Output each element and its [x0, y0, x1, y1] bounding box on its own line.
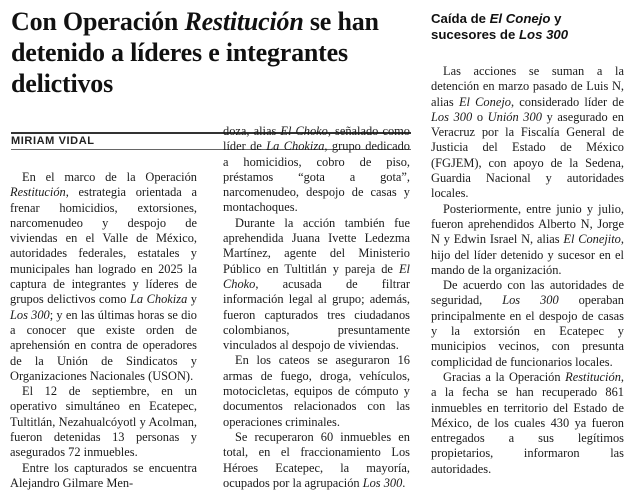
italic-run: El Conejo: [489, 11, 551, 26]
text-run: , señalado como líder de: [223, 124, 411, 154]
text-run: , acusada de filtrar información legal al grupo; además, fueron capturados tres ciudadanos colombianos, presuntamente vinculados al despojo de viviendas.: [223, 276, 410, 353]
paragraph: [223, 124, 410, 216]
paragraph: Entre los capturados se encuentra Alejandro Gilmare Men-: [10, 460, 197, 490]
text-run: , estrategia orientada a frenar homicidios, extorsiones, narcomenudeo y despojo de viviendas en el Valle de México, autoridades federales, estatales y municipales han logrado en 2025 la captura de integrantes y líderes de grupos delictivos como: [10, 185, 197, 307]
paragraph: [431, 64, 624, 202]
article-column-2: [223, 124, 410, 491]
text-run: Las acciones se suman a la detención en marzo pasado de Luis N, alias: [431, 64, 624, 109]
italic-run: Restitución: [565, 369, 621, 384]
italic-run: Los 300: [518, 27, 569, 42]
paragraph: [10, 170, 197, 384]
headline-text-2: se han detenido a líderes e integrantes delictivos: [11, 7, 379, 98]
italic-run: Los 300: [502, 293, 559, 308]
text-run: , grupo dedicado a homicidios, cobro de piso, préstamos “gota a gota”, narcomenudeo, despojo de casas y montachoques.: [223, 139, 410, 215]
text-run: y sucesores de: [431, 11, 562, 42]
text-run: ; y en las últimas horas se dio a conocer que existe orden de aprehensión en contra de operadores de la Unión de Sindicatos y Organizaciones Nacionales (USON).: [10, 307, 198, 383]
text-run: Caída de: [431, 11, 490, 26]
headline: [11, 6, 411, 99]
paragraph: [223, 430, 410, 491]
sidebar-title: [431, 11, 624, 43]
italic-run: El Conejo: [458, 94, 511, 109]
text-run: , a la fecha se han recuperado 861 inmuebles en territorio del Estado de México, de los cuales 430 ya fueron entregados a sus legítimos propietarios, informaron las autoridades.: [431, 369, 624, 476]
italic-run: Los 300: [10, 307, 50, 322]
headline-italic: Restitución: [184, 7, 304, 36]
text-run: Posteriormente, entre junio y julio, fueron aprehendidos Alberto N, Jorge N y Edwin Israel N, alias: [431, 201, 624, 247]
paragraph: El 12 de septiembre, en un operativo simultáneo en Ecatepec, Tultitlán, Nezahualcóyotl y Acolman, fueron detenidas 13 personas y asegurados 72 inmuebles.: [10, 384, 197, 460]
text-run: operaban principalmente en el despojo de casas y la extorsión en Ecatepec y municipios vecinos, con presunta complicidad de funcionarios locales.: [431, 293, 624, 369]
text-run: y: [187, 292, 197, 307]
paragraph: [431, 202, 624, 278]
paragraph: [223, 216, 410, 354]
text-run: .: [402, 475, 406, 490]
italic-run: Unión 300: [487, 109, 542, 124]
italic-run: Los 300: [362, 475, 403, 490]
paragraph: En los cateos se aseguraron 16 armas de fuego, droga, vehículos, motocicletas, equipos de cómputo y documentos relacionados con las operaciones criminales.: [223, 353, 410, 429]
text-run: Se recuperaron 60 inmuebles en total, en el fraccionamiento Los Héroes Ecatepec, la mayoría, ocupados por la agrupación: [223, 429, 410, 490]
italic-run: El Conejito: [563, 232, 621, 247]
text-run: doza, alias: [223, 124, 281, 138]
article-column-3: [431, 64, 624, 477]
italic-run: El Choko: [223, 261, 410, 291]
italic-run: Los 300: [431, 109, 473, 124]
headline-text-1: Con Operación: [11, 7, 185, 36]
text-run: o: [472, 109, 488, 124]
italic-run: El Choko: [280, 124, 328, 138]
text-run: En el marco de la Operación: [22, 170, 197, 184]
italic-run: La Chokiza: [130, 292, 188, 307]
byline: MIRIAM VIDAL: [11, 135, 95, 147]
text-run: Durante la acción también fue aprehendida Juana Ivette Ledezma Martínez, agente del Ministerio Público en Tultitlán y pareja de: [223, 215, 410, 276]
text-run: Gracias a la Operación: [443, 369, 566, 384]
paragraph: [431, 370, 624, 477]
paragraph: [431, 278, 624, 370]
article-column-1: [10, 170, 197, 491]
italic-run: Restitución: [10, 185, 66, 200]
text-run: De acuerdo con las autoridades de seguridad,: [431, 278, 624, 308]
text-run: y asegurado en Veracruz por la Fiscalía General de Justicia del Estado de México (FGJEM), con apoyo de la Sedena, Guardia Nacional y autoridades locales.: [431, 109, 624, 201]
italic-run: La Chokiza: [266, 139, 325, 154]
text-run: , hijo del líder detenido y sucesor en el mando de la organización.: [431, 232, 624, 277]
text-run: , considerado líder de: [510, 94, 624, 109]
